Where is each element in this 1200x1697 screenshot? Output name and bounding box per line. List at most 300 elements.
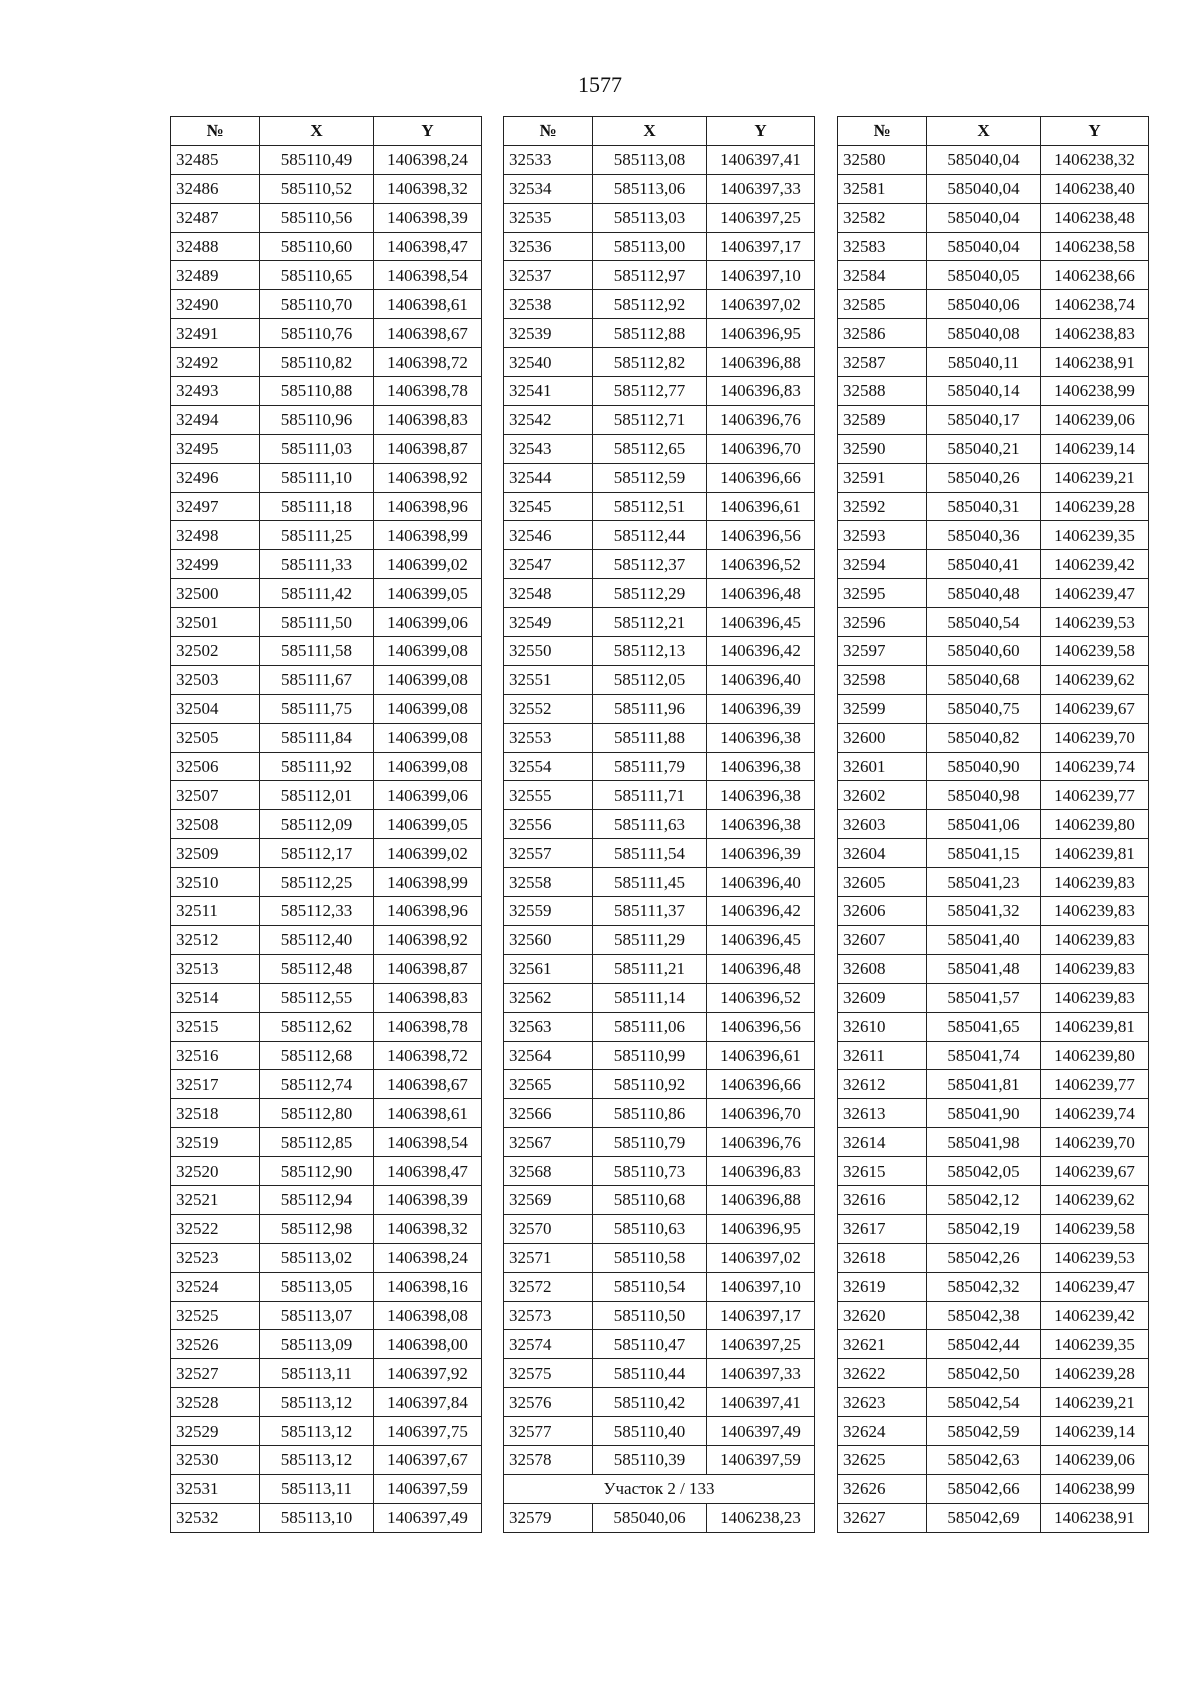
x-coordinate: 585040,08 <box>927 319 1041 348</box>
table-header-row <box>504 117 815 146</box>
point-number: 32546 <box>504 521 593 550</box>
point-number: 32502 <box>171 637 260 666</box>
point-number: 32526 <box>171 1330 260 1359</box>
table-row <box>171 723 482 752</box>
point-number: 32619 <box>838 1272 927 1301</box>
point-number: 32554 <box>504 752 593 781</box>
point-number: 32522 <box>171 1214 260 1243</box>
x-coordinate: 585111,03 <box>260 434 374 463</box>
x-coordinate: 585111,37 <box>593 897 707 926</box>
point-number: 32530 <box>171 1445 260 1474</box>
table-row <box>171 1214 482 1243</box>
y-coordinate: 1406238,74 <box>1041 290 1149 319</box>
point-number: 32548 <box>504 579 593 608</box>
table-row <box>504 1070 815 1099</box>
y-coordinate: 1406239,42 <box>1041 550 1149 579</box>
point-number: 32597 <box>838 637 927 666</box>
coordinates-table-1 <box>170 116 482 1533</box>
y-coordinate: 1406398,24 <box>374 145 482 174</box>
table-row <box>171 1503 482 1532</box>
y-coordinate: 1406397,41 <box>707 145 815 174</box>
section-row <box>504 1474 815 1503</box>
x-coordinate: 585040,14 <box>927 377 1041 406</box>
point-number: 32559 <box>504 897 593 926</box>
table-row <box>838 608 1149 637</box>
y-coordinate: 1406396,42 <box>707 637 815 666</box>
table-row <box>171 839 482 868</box>
table-row <box>171 665 482 694</box>
x-coordinate: 585112,13 <box>593 637 707 666</box>
x-coordinate: 585040,98 <box>927 781 1041 810</box>
table-row <box>504 174 815 203</box>
y-coordinate: 1406396,48 <box>707 954 815 983</box>
y-coordinate: 1406239,80 <box>1041 1041 1149 1070</box>
y-coordinate: 1406239,35 <box>1041 521 1149 550</box>
table-row <box>171 174 482 203</box>
point-number: 32492 <box>171 348 260 377</box>
x-coordinate: 585111,21 <box>593 954 707 983</box>
point-number: 32604 <box>838 839 927 868</box>
point-number: 32598 <box>838 665 927 694</box>
point-number: 32601 <box>838 752 927 781</box>
point-number: 32490 <box>171 290 260 319</box>
y-coordinate: 1406398,61 <box>374 1099 482 1128</box>
point-number: 32599 <box>838 694 927 723</box>
x-coordinate: 585112,21 <box>593 608 707 637</box>
x-coordinate: 585040,11 <box>927 348 1041 377</box>
table-row <box>171 1272 482 1301</box>
y-coordinate: 1406398,96 <box>374 897 482 926</box>
x-coordinate: 585113,07 <box>260 1301 374 1330</box>
x-coordinate: 585111,29 <box>593 925 707 954</box>
x-coordinate: 585041,06 <box>927 810 1041 839</box>
table-row <box>504 1243 815 1272</box>
point-number: 32606 <box>838 897 927 926</box>
section-label: Участок 2 / 133 <box>504 1474 815 1503</box>
y-coordinate: 1406398,00 <box>374 1330 482 1359</box>
point-number: 32575 <box>504 1359 593 1388</box>
table-header-row <box>171 117 482 146</box>
y-coordinate: 1406397,67 <box>374 1445 482 1474</box>
y-coordinate: 1406398,92 <box>374 463 482 492</box>
point-number: 32563 <box>504 1012 593 1041</box>
y-coordinate: 1406396,66 <box>707 463 815 492</box>
x-coordinate: 585040,05 <box>927 261 1041 290</box>
table-row <box>171 868 482 897</box>
table-row <box>504 897 815 926</box>
point-number: 32567 <box>504 1128 593 1157</box>
y-coordinate: 1406398,47 <box>374 232 482 261</box>
table-row <box>171 550 482 579</box>
x-coordinate: 585041,74 <box>927 1041 1041 1070</box>
table-row <box>504 637 815 666</box>
table-row <box>504 145 815 174</box>
table-row <box>838 954 1149 983</box>
point-number: 32527 <box>171 1359 260 1388</box>
x-coordinate: 585112,33 <box>260 897 374 926</box>
x-coordinate: 585112,37 <box>593 550 707 579</box>
table-row <box>838 1157 1149 1186</box>
table-row <box>838 203 1149 232</box>
table-row <box>838 723 1149 752</box>
y-coordinate: 1406239,81 <box>1041 1012 1149 1041</box>
x-coordinate: 585110,70 <box>260 290 374 319</box>
x-coordinate: 585042,32 <box>927 1272 1041 1301</box>
y-coordinate: 1406396,83 <box>707 1157 815 1186</box>
y-coordinate: 1406239,06 <box>1041 1445 1149 1474</box>
point-number: 32531 <box>171 1474 260 1503</box>
table-row <box>838 1214 1149 1243</box>
table-row <box>838 1185 1149 1214</box>
y-coordinate: 1406396,52 <box>707 983 815 1012</box>
x-coordinate: 585110,65 <box>260 261 374 290</box>
y-coordinate: 1406397,41 <box>707 1388 815 1417</box>
point-number: 32538 <box>504 290 593 319</box>
table-row <box>171 377 482 406</box>
y-coordinate: 1406396,56 <box>707 521 815 550</box>
table-row <box>171 1157 482 1186</box>
x-coordinate: 585112,62 <box>260 1012 374 1041</box>
x-coordinate: 585110,92 <box>593 1070 707 1099</box>
y-coordinate: 1406398,87 <box>374 434 482 463</box>
y-coordinate: 1406396,76 <box>707 405 815 434</box>
y-coordinate: 1406397,33 <box>707 1359 815 1388</box>
table-row <box>838 983 1149 1012</box>
y-coordinate: 1406239,14 <box>1041 1417 1149 1446</box>
table-row <box>171 434 482 463</box>
x-coordinate: 585111,71 <box>593 781 707 810</box>
table-row <box>838 377 1149 406</box>
y-coordinate: 1406396,38 <box>707 752 815 781</box>
y-coordinate: 1406396,88 <box>707 1185 815 1214</box>
x-coordinate: 585040,04 <box>927 145 1041 174</box>
x-coordinate: 585040,31 <box>927 492 1041 521</box>
point-number: 32578 <box>504 1445 593 1474</box>
y-coordinate: 1406239,70 <box>1041 1128 1149 1157</box>
point-number: 32509 <box>171 839 260 868</box>
y-coordinate: 1406396,39 <box>707 839 815 868</box>
point-number: 32589 <box>838 405 927 434</box>
table-row <box>838 174 1149 203</box>
y-coordinate: 1406397,33 <box>707 174 815 203</box>
x-coordinate: 585040,75 <box>927 694 1041 723</box>
y-coordinate: 1406396,95 <box>707 1214 815 1243</box>
x-coordinate: 585041,32 <box>927 897 1041 926</box>
table-row <box>504 983 815 1012</box>
x-coordinate: 585110,49 <box>260 145 374 174</box>
table-row <box>171 810 482 839</box>
y-coordinate: 1406398,24 <box>374 1243 482 1272</box>
y-coordinate: 1406396,48 <box>707 579 815 608</box>
point-number: 32514 <box>171 983 260 1012</box>
point-number: 32487 <box>171 203 260 232</box>
table-row <box>838 1445 1149 1474</box>
x-coordinate: 585042,59 <box>927 1417 1041 1446</box>
point-number: 32521 <box>171 1185 260 1214</box>
x-coordinate: 585112,92 <box>593 290 707 319</box>
y-coordinate: 1406398,67 <box>374 1070 482 1099</box>
x-coordinate: 585112,51 <box>593 492 707 521</box>
point-number: 32616 <box>838 1185 927 1214</box>
point-number: 32612 <box>838 1070 927 1099</box>
x-coordinate: 585040,54 <box>927 608 1041 637</box>
table-row <box>504 868 815 897</box>
point-number: 32551 <box>504 665 593 694</box>
table-row <box>504 1301 815 1330</box>
point-number: 32579 <box>504 1503 593 1532</box>
point-number: 32519 <box>171 1128 260 1157</box>
y-coordinate: 1406396,45 <box>707 925 815 954</box>
y-coordinate: 1406239,14 <box>1041 434 1149 463</box>
point-number: 32594 <box>838 550 927 579</box>
point-number: 32570 <box>504 1214 593 1243</box>
y-coordinate: 1406238,23 <box>707 1503 815 1532</box>
table-row <box>504 290 815 319</box>
y-coordinate: 1406396,61 <box>707 492 815 521</box>
point-number: 32605 <box>838 868 927 897</box>
table-row <box>504 1185 815 1214</box>
y-coordinate: 1406239,77 <box>1041 781 1149 810</box>
y-coordinate: 1406396,95 <box>707 319 815 348</box>
table-row <box>838 1503 1149 1532</box>
point-number: 32620 <box>838 1301 927 1330</box>
y-coordinate: 1406399,08 <box>374 723 482 752</box>
y-coordinate: 1406397,10 <box>707 261 815 290</box>
table-row <box>838 1330 1149 1359</box>
x-coordinate: 585042,54 <box>927 1388 1041 1417</box>
table-row <box>171 579 482 608</box>
x-coordinate: 585042,66 <box>927 1474 1041 1503</box>
y-coordinate: 1406396,45 <box>707 608 815 637</box>
x-coordinate: 585111,63 <box>593 810 707 839</box>
table-row <box>838 492 1149 521</box>
x-coordinate: 585041,40 <box>927 925 1041 954</box>
table-row <box>838 405 1149 434</box>
x-coordinate: 585113,06 <box>593 174 707 203</box>
x-coordinate: 585111,54 <box>593 839 707 868</box>
x-coordinate: 585040,06 <box>927 290 1041 319</box>
table-row <box>504 665 815 694</box>
x-coordinate: 585113,05 <box>260 1272 374 1301</box>
table-row <box>838 637 1149 666</box>
table-row <box>504 521 815 550</box>
point-number: 32602 <box>838 781 927 810</box>
table-row <box>171 1185 482 1214</box>
y-coordinate: 1406238,99 <box>1041 377 1149 406</box>
y-coordinate: 1406238,91 <box>1041 1503 1149 1532</box>
y-coordinate: 1406239,58 <box>1041 637 1149 666</box>
y-coordinate: 1406398,83 <box>374 405 482 434</box>
x-coordinate: 585111,58 <box>260 637 374 666</box>
x-coordinate: 585042,05 <box>927 1157 1041 1186</box>
table-row <box>504 492 815 521</box>
y-coordinate: 1406397,49 <box>374 1503 482 1532</box>
y-coordinate: 1406396,70 <box>707 1099 815 1128</box>
point-number: 32550 <box>504 637 593 666</box>
point-number: 32591 <box>838 463 927 492</box>
point-number: 32568 <box>504 1157 593 1186</box>
y-coordinate: 1406399,05 <box>374 579 482 608</box>
x-coordinate: 585112,94 <box>260 1185 374 1214</box>
table-row <box>171 232 482 261</box>
y-coordinate: 1406238,32 <box>1041 145 1149 174</box>
point-number: 32553 <box>504 723 593 752</box>
y-coordinate: 1406396,38 <box>707 810 815 839</box>
x-coordinate: 585040,17 <box>927 405 1041 434</box>
y-coordinate: 1406239,21 <box>1041 463 1149 492</box>
table-row <box>838 665 1149 694</box>
y-coordinate: 1406397,84 <box>374 1388 482 1417</box>
point-number: 32504 <box>171 694 260 723</box>
point-number: 32534 <box>504 174 593 203</box>
point-number: 32583 <box>838 232 927 261</box>
point-number: 32545 <box>504 492 593 521</box>
header-x: X <box>927 117 1041 146</box>
point-number: 32626 <box>838 1474 927 1503</box>
y-coordinate: 1406239,62 <box>1041 1185 1149 1214</box>
point-number: 32516 <box>171 1041 260 1070</box>
table-row <box>171 1070 482 1099</box>
x-coordinate: 585111,75 <box>260 694 374 723</box>
point-number: 32586 <box>838 319 927 348</box>
table-row <box>504 203 815 232</box>
x-coordinate: 585112,17 <box>260 839 374 868</box>
x-coordinate: 585110,73 <box>593 1157 707 1186</box>
table-row <box>838 579 1149 608</box>
point-number: 32495 <box>171 434 260 463</box>
table-row <box>171 1330 482 1359</box>
y-coordinate: 1406397,02 <box>707 1243 815 1272</box>
x-coordinate: 585040,04 <box>927 203 1041 232</box>
y-coordinate: 1406239,81 <box>1041 839 1149 868</box>
y-coordinate: 1406239,83 <box>1041 954 1149 983</box>
point-number: 32576 <box>504 1388 593 1417</box>
x-coordinate: 585111,96 <box>593 694 707 723</box>
point-number: 32511 <box>171 897 260 926</box>
x-coordinate: 585112,85 <box>260 1128 374 1157</box>
point-number: 32533 <box>504 145 593 174</box>
x-coordinate: 585112,88 <box>593 319 707 348</box>
y-coordinate: 1406239,80 <box>1041 810 1149 839</box>
table-row <box>171 521 482 550</box>
table-row <box>838 1474 1149 1503</box>
point-number: 32610 <box>838 1012 927 1041</box>
point-number: 32603 <box>838 810 927 839</box>
point-number: 32500 <box>171 579 260 608</box>
table-row <box>171 492 482 521</box>
x-coordinate: 585110,96 <box>260 405 374 434</box>
table-row <box>504 1503 815 1532</box>
table-row <box>171 752 482 781</box>
point-number: 32515 <box>171 1012 260 1041</box>
table-row <box>171 925 482 954</box>
point-number: 32507 <box>171 781 260 810</box>
table-row <box>838 781 1149 810</box>
point-number: 32535 <box>504 203 593 232</box>
x-coordinate: 585040,48 <box>927 579 1041 608</box>
point-number: 32607 <box>838 925 927 954</box>
x-coordinate: 585111,06 <box>593 1012 707 1041</box>
table-row <box>171 348 482 377</box>
x-coordinate: 585110,88 <box>260 377 374 406</box>
x-coordinate: 585040,26 <box>927 463 1041 492</box>
x-coordinate: 585111,92 <box>260 752 374 781</box>
point-number: 32517 <box>171 1070 260 1099</box>
x-coordinate: 585111,84 <box>260 723 374 752</box>
table-row <box>171 954 482 983</box>
header-x: X <box>593 117 707 146</box>
table-row <box>504 1272 815 1301</box>
point-number: 32499 <box>171 550 260 579</box>
x-coordinate: 585113,02 <box>260 1243 374 1272</box>
x-coordinate: 585112,82 <box>593 348 707 377</box>
x-coordinate: 585113,12 <box>260 1388 374 1417</box>
point-number: 32562 <box>504 983 593 1012</box>
table-row <box>838 694 1149 723</box>
y-coordinate: 1406239,62 <box>1041 665 1149 694</box>
header-x: X <box>260 117 374 146</box>
table-row <box>504 1359 815 1388</box>
x-coordinate: 585113,10 <box>260 1503 374 1532</box>
x-coordinate: 585113,11 <box>260 1359 374 1388</box>
header-y: Y <box>1041 117 1149 146</box>
y-coordinate: 1406396,61 <box>707 1041 815 1070</box>
y-coordinate: 1406398,39 <box>374 203 482 232</box>
point-number: 32555 <box>504 781 593 810</box>
table-row <box>504 1041 815 1070</box>
table-row <box>171 203 482 232</box>
x-coordinate: 585110,82 <box>260 348 374 377</box>
point-number: 32558 <box>504 868 593 897</box>
x-coordinate: 585110,76 <box>260 319 374 348</box>
point-number: 32565 <box>504 1070 593 1099</box>
x-coordinate: 585041,90 <box>927 1099 1041 1128</box>
y-coordinate: 1406398,83 <box>374 983 482 1012</box>
point-number: 32505 <box>171 723 260 752</box>
y-coordinate: 1406396,40 <box>707 665 815 694</box>
x-coordinate: 585113,11 <box>260 1474 374 1503</box>
point-number: 32623 <box>838 1388 927 1417</box>
y-coordinate: 1406398,78 <box>374 1012 482 1041</box>
x-coordinate: 585041,48 <box>927 954 1041 983</box>
x-coordinate: 585113,00 <box>593 232 707 261</box>
table-row <box>838 550 1149 579</box>
y-coordinate: 1406398,92 <box>374 925 482 954</box>
x-coordinate: 585112,77 <box>593 377 707 406</box>
table-row <box>171 261 482 290</box>
y-coordinate: 1406398,32 <box>374 1214 482 1243</box>
x-coordinate: 585113,12 <box>260 1445 374 1474</box>
point-number: 32613 <box>838 1099 927 1128</box>
point-number: 32506 <box>171 752 260 781</box>
table-row <box>171 405 482 434</box>
x-coordinate: 585042,69 <box>927 1503 1041 1532</box>
y-coordinate: 1406396,38 <box>707 723 815 752</box>
point-number: 32493 <box>171 377 260 406</box>
coordinates-table-2 <box>503 116 815 1533</box>
table-row <box>838 1128 1149 1157</box>
point-number: 32624 <box>838 1417 927 1446</box>
x-coordinate: 585111,50 <box>260 608 374 637</box>
y-coordinate: 1406239,42 <box>1041 1301 1149 1330</box>
y-coordinate: 1406399,06 <box>374 608 482 637</box>
x-coordinate: 585112,59 <box>593 463 707 492</box>
y-coordinate: 1406239,83 <box>1041 897 1149 926</box>
point-number: 32593 <box>838 521 927 550</box>
point-number: 32621 <box>838 1330 927 1359</box>
table-row <box>838 868 1149 897</box>
table-row <box>838 521 1149 550</box>
